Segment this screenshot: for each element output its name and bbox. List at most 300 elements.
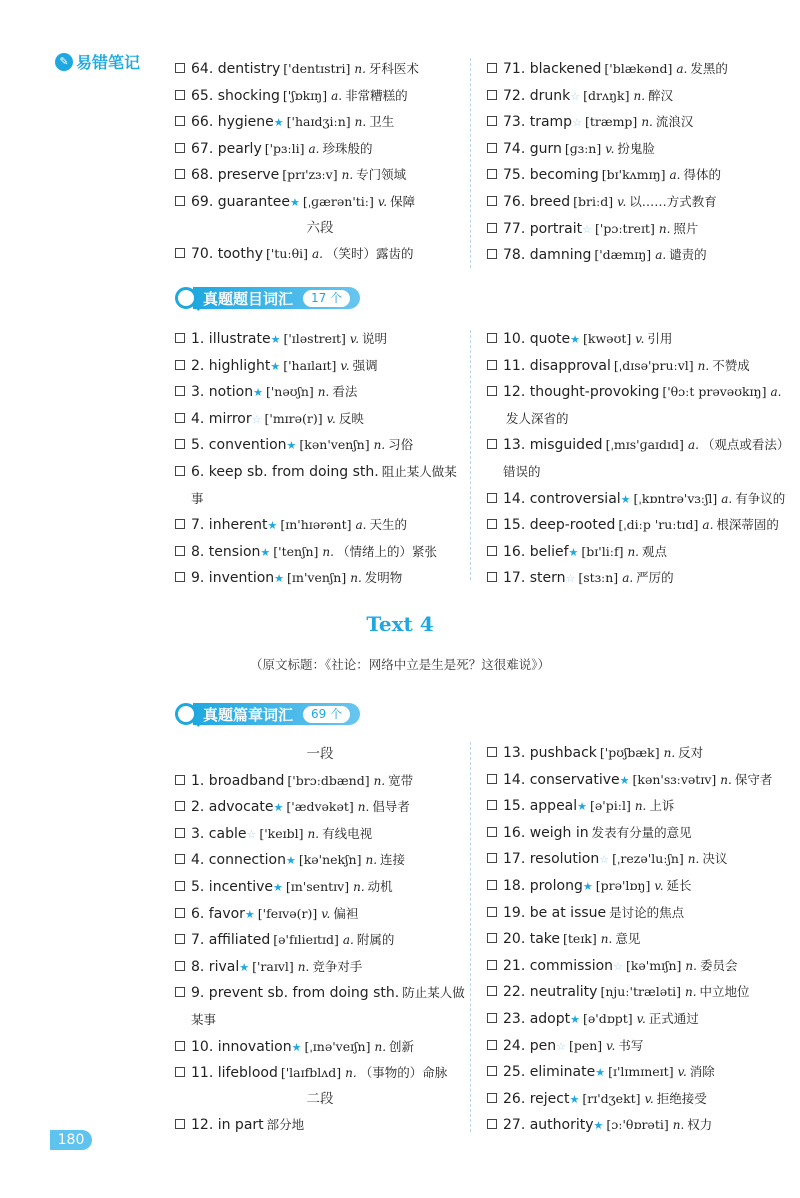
star-icon: ★ (577, 800, 588, 814)
checkbox[interactable] (487, 880, 497, 890)
part-of-speech: n. (341, 168, 354, 183)
meaning: 有线电视 (322, 825, 373, 841)
vocab-word: 2. advocate (191, 799, 274, 816)
part-of-speech: a. (669, 168, 681, 183)
checkbox[interactable] (175, 90, 185, 100)
vocab-word: 15. deep-rooted (503, 517, 616, 534)
phonetic: ['laɪfblʌd] (280, 1065, 342, 1081)
vocab-item (175, 136, 465, 163)
meaning: 决议 (702, 851, 728, 867)
part-of-speech: a. (308, 141, 320, 156)
meaning: 意见 (615, 931, 641, 947)
vocab-item (487, 353, 787, 380)
vocab-item (175, 980, 465, 1033)
vocab-item (487, 83, 787, 110)
checkbox[interactable] (487, 90, 497, 100)
meaning: 反映 (338, 410, 364, 426)
meaning: 习俗 (388, 437, 414, 453)
vocab-item (487, 846, 787, 873)
part-of-speech: n. (641, 115, 653, 130)
part-of-speech: n. (374, 1039, 387, 1054)
part-of-speech: n. (658, 221, 671, 236)
vocab-item (487, 900, 787, 927)
meaning: 部分地 (266, 1117, 305, 1133)
phonetic: [kwəʊt] (583, 331, 632, 346)
vocab-word: 67. pearly (191, 140, 262, 157)
phonetic: ['ʃɒkɪŋ] (282, 87, 328, 103)
vocab-word: 5. convention (191, 437, 287, 454)
checkbox[interactable] (487, 116, 497, 126)
phonetic: ['feɪvə(r)] (257, 905, 318, 921)
vocab-word: 9. invention (191, 570, 275, 587)
vocab-word: 18. prolong (503, 877, 583, 894)
vocab-word: 6. favor (191, 905, 245, 922)
vocab-word: 10. innovation (191, 1038, 292, 1055)
section1-left-column (175, 326, 465, 592)
meaning: 中立地位 (699, 984, 750, 1000)
checkbox[interactable] (487, 143, 497, 153)
part-of-speech: a. (770, 385, 782, 400)
vocab-item (175, 821, 465, 848)
meaning: 珍珠般的 (322, 140, 373, 156)
checkbox[interactable] (487, 63, 497, 73)
star-icon: ★ (582, 879, 593, 893)
meaning: 发人深省的 (506, 410, 569, 426)
star-icon: ☆ (251, 412, 262, 426)
vocab-word: 2. highlight (191, 357, 271, 374)
star-icon: ★ (267, 519, 278, 533)
meaning: 扮鬼脸 (617, 140, 655, 156)
phonetic: [ɡɜːn] (564, 140, 602, 156)
vocab-item (487, 1006, 787, 1033)
checkbox[interactable] (175, 775, 185, 785)
phonetic: [træmp] (584, 114, 638, 130)
vocab-item (487, 740, 787, 767)
phonetic: [kə'mɪʃn] (625, 957, 682, 973)
section-title: 真题篇章词汇 (203, 705, 294, 724)
checkbox[interactable] (175, 413, 185, 423)
vocab-word: 7. affiliated (191, 932, 271, 949)
checkbox[interactable] (487, 960, 497, 970)
checkbox[interactable] (487, 747, 497, 757)
checkbox[interactable] (487, 196, 497, 206)
star-icon: ★ (595, 1066, 606, 1080)
vocab-item (175, 353, 465, 380)
part-of-speech: n. (350, 571, 362, 586)
star-icon: ★ (239, 960, 250, 974)
phonetic: [drʌŋk] (583, 87, 630, 103)
checkbox[interactable] (487, 1093, 497, 1103)
vocab-item (487, 820, 787, 847)
part-of-speech: n. (663, 746, 676, 760)
star-icon: ★ (570, 333, 581, 346)
star-icon: ☆ (570, 89, 581, 103)
part-of-speech: a. (342, 933, 354, 948)
phonetic: ['ɪləstreɪt] (283, 331, 346, 346)
vocab-item (487, 189, 787, 216)
part-of-speech: a. (622, 571, 634, 586)
star-icon: ★ (285, 854, 296, 868)
checkbox[interactable] (175, 143, 185, 153)
phonetic: ['pʊʃbæk] (599, 745, 660, 760)
part-of-speech: v. (654, 878, 664, 893)
vocab-word: 72. drunk (503, 87, 571, 104)
vocab-item (487, 979, 787, 1006)
meaning: （笑时）露齿的 (325, 246, 414, 262)
phonetic: ['raɪvl] (252, 958, 294, 974)
star-icon: ☆ (246, 827, 257, 841)
checkbox[interactable] (487, 386, 497, 396)
checkbox[interactable] (175, 546, 185, 556)
vocab-word: 1. broadband (191, 772, 285, 789)
meaning: 保障 (390, 193, 416, 209)
phonetic: ['pɜːli] (264, 140, 305, 156)
section-title: 真题题目词汇 (203, 289, 294, 308)
phonetic: [ˌkɒntrə'vɜːʃl] (633, 490, 718, 506)
vocab-word: 77. portrait (503, 220, 583, 237)
phonetic: [ə'dɒpt] (583, 1010, 633, 1026)
vocab-item (175, 874, 465, 901)
checkbox[interactable] (175, 572, 185, 582)
part-of-speech: n. (354, 115, 367, 130)
checkbox[interactable] (175, 248, 185, 258)
phonetic: [ˌrezə'luːʃn] (612, 851, 684, 867)
star-icon: ★ (244, 907, 255, 921)
phonetic: ['blækənd] (604, 61, 673, 76)
meaning: 委员会 (699, 957, 738, 973)
part-of-speech: n. (685, 958, 697, 973)
part-of-speech: n. (345, 1066, 357, 1081)
vocab-word: 78. damning (503, 247, 592, 264)
meaning: 反对 (678, 745, 704, 760)
section-header-passage-vocab (175, 702, 360, 726)
part-of-speech: n. (687, 852, 700, 867)
original-title: （原文标题：《社论：网络中立是生是死？这很难说》） (249, 657, 550, 672)
part-of-speech: a. (355, 518, 367, 533)
checkbox[interactable] (487, 1013, 497, 1023)
part-of-speech: n. (697, 358, 710, 373)
star-icon: ☆ (582, 222, 593, 236)
checkbox[interactable] (487, 360, 497, 370)
part-of-speech: n. (307, 826, 320, 841)
part-of-speech: n. (634, 799, 647, 814)
part-of-speech: n. (685, 985, 697, 1000)
part-of-speech: n. (672, 1118, 685, 1133)
meaning: 竞争对手 (312, 958, 363, 974)
phonetic: ['haɪlaɪt] (283, 357, 337, 373)
checkbox[interactable] (487, 249, 497, 259)
meaning: （情绪上的）紧张 (336, 543, 437, 559)
meaning: 阻止某人做某事 (191, 463, 457, 506)
vocab-word: 24. pen (503, 1037, 557, 1054)
checkbox[interactable] (175, 1067, 185, 1077)
meaning: 以……方式教育 (629, 193, 717, 209)
vocab-word: 16. weigh in (503, 824, 589, 841)
checkbox[interactable] (175, 196, 185, 206)
vocab-item (487, 953, 787, 980)
checkbox[interactable] (487, 827, 497, 837)
checkbox[interactable] (487, 1040, 497, 1050)
phonetic: [ˌdiːp 'ruːtɪd] (618, 517, 699, 533)
phonetic: ['mɪrə(r)] (264, 410, 323, 426)
vocab-item (487, 242, 787, 269)
vocab-item (487, 379, 787, 432)
checkbox[interactable] (175, 116, 185, 126)
checkbox[interactable] (175, 333, 185, 343)
vocab-word: 8. tension (191, 543, 261, 560)
checkbox[interactable] (487, 774, 497, 784)
meaning: 专门领域 (356, 167, 407, 183)
vocab-item (487, 1033, 787, 1060)
checkbox[interactable] (175, 1119, 185, 1129)
top-right-column (487, 56, 787, 269)
meaning: 严厉的 (636, 570, 674, 586)
section-bar (193, 703, 360, 725)
vocab-word: 75. becoming (503, 167, 599, 184)
phonetic: ['nəʊʃn] (265, 384, 314, 400)
phonetic: [ɪn'sentɪv] (285, 878, 350, 894)
meaning: 引用 (647, 331, 673, 346)
star-icon: ★ (619, 773, 630, 787)
vocab-item (175, 927, 465, 954)
vocab-word: 66. hygiene (191, 114, 274, 131)
meaning: 书写 (618, 1037, 644, 1053)
phonetic: [prə'lɒŋ] (595, 877, 651, 893)
vocab-word: 76. breed (503, 193, 571, 210)
checkbox[interactable] (175, 1041, 185, 1051)
meaning: 有争议的 (735, 490, 786, 506)
vocab-word: 14. controversial (503, 490, 621, 507)
meaning: 宽带 (388, 772, 414, 788)
checkbox[interactable] (487, 519, 497, 529)
checkbox[interactable] (175, 386, 185, 396)
part-of-speech: v. (677, 1065, 687, 1080)
checkbox[interactable] (175, 63, 185, 73)
checkbox[interactable] (175, 908, 185, 918)
vocab-word: 71. blackened (503, 61, 602, 77)
vocab-word: 9. prevent sb. from doing sth. (191, 985, 400, 1002)
meaning: （观点或看法）错误的 (503, 437, 784, 479)
checkbox[interactable] (175, 934, 185, 944)
part-of-speech: v. (321, 906, 331, 921)
vocab-word: 12. thought-provoking (503, 384, 660, 401)
meaning: 防止某人做某事 (191, 985, 465, 1027)
checkbox[interactable] (487, 169, 497, 179)
phonetic: [kən'venʃn] (299, 437, 370, 453)
meaning: 看法 (332, 384, 358, 400)
magnifier-icon (175, 703, 197, 725)
vocab-item (175, 56, 465, 83)
checkbox[interactable] (487, 439, 497, 449)
part-of-speech: v. (340, 358, 350, 373)
vocab-item (487, 56, 787, 83)
meaning: 牙科医术 (368, 61, 419, 76)
part-of-speech: n. (365, 853, 378, 868)
phonetic: ['brɔːdbænd] (287, 772, 370, 788)
checkbox[interactable] (487, 333, 497, 343)
phonetic: [ɪ'lɪmɪneɪt] (608, 1064, 674, 1080)
vocab-word: 3. notion (191, 384, 254, 401)
logo-text: 易错笔记 (76, 53, 141, 72)
vocab-word: 68. preserve (191, 167, 280, 184)
checkbox[interactable] (175, 881, 185, 891)
vocab-word: 11. disapproval (503, 357, 611, 374)
meaning: 附属的 (356, 932, 395, 948)
meaning: （事物的）命脉 (359, 1065, 448, 1081)
vocab-item (487, 216, 787, 243)
phonetic: [bɪ'liːf] (581, 543, 624, 559)
vocab-word: 69. guarantee (191, 193, 290, 210)
checkbox[interactable] (175, 519, 185, 529)
phonetic: ['haɪdʒiːn] (286, 114, 351, 130)
vocab-item (487, 1112, 787, 1139)
star-icon: ★ (273, 116, 284, 130)
vocab-item (175, 1060, 465, 1087)
vocab-item (487, 512, 787, 539)
meaning: 非常糟糕的 (345, 87, 408, 103)
vocab-item (487, 767, 787, 794)
vocab-word: 17. resolution (503, 851, 600, 868)
checkbox[interactable] (487, 546, 497, 556)
vocab-item (175, 406, 465, 433)
checkbox[interactable] (487, 572, 497, 582)
star-icon: ★ (286, 439, 297, 453)
checkbox[interactable] (175, 961, 185, 971)
phonetic: [njuː'træləti] (600, 984, 681, 1000)
part-of-speech: a. (721, 491, 733, 506)
checkbox[interactable] (487, 493, 497, 503)
vocab-item (175, 847, 465, 874)
pencil-leaf-icon: ✎ (55, 53, 73, 71)
part-of-speech: n. (297, 959, 310, 974)
vocab-item (175, 189, 465, 216)
vocab-item (175, 162, 465, 189)
phonetic: [kə'nekʃn] (298, 852, 362, 868)
star-icon: ★ (274, 572, 285, 586)
checkbox[interactable] (175, 360, 185, 370)
checkbox[interactable] (487, 933, 497, 943)
vocab-word: 20. take (503, 931, 561, 948)
vocab-item (175, 901, 465, 928)
vocab-item (487, 793, 787, 820)
phonetic: [ˌɡærən'tiː] (302, 193, 374, 209)
checkbox[interactable] (487, 223, 497, 233)
part-of-speech: v. (377, 194, 388, 209)
meaning: 说明 (362, 331, 388, 346)
meaning: 不赞成 (712, 357, 750, 373)
part-of-speech: a. (687, 438, 699, 453)
section-header-question-vocab (175, 286, 360, 310)
checkbox[interactable] (175, 801, 185, 811)
phonetic: [ɔː'θɒrəti] (606, 1117, 669, 1133)
checkbox[interactable] (175, 169, 185, 179)
meaning: 发黑的 (690, 61, 728, 76)
phonetic: [ə'fɪlieɪtɪd] (273, 932, 339, 948)
part-of-speech: a. (702, 518, 714, 533)
meaning: 保守者 (734, 771, 773, 787)
column-divider (470, 742, 471, 1132)
part-of-speech: a. (655, 248, 667, 263)
phonetic: ['θɔːt prəvəʊkɪŋ] (662, 384, 767, 400)
meaning: 权力 (687, 1117, 713, 1133)
phonetic: [stɜːn] (578, 570, 619, 586)
vocab-word: 65. shocking (191, 87, 280, 104)
meaning: 拒绝接受 (656, 1090, 707, 1106)
phonetic: [ə'piːl] (590, 798, 631, 814)
star-icon: ★ (568, 545, 579, 559)
checkbox[interactable] (487, 853, 497, 863)
part-of-speech: n. (354, 62, 366, 76)
star-icon: ☆ (572, 116, 582, 130)
meaning: 延长 (666, 877, 692, 893)
section2-right-column (487, 740, 787, 1139)
top-left-column (175, 56, 465, 268)
part-of-speech: a. (331, 88, 343, 103)
vocab-item (487, 1059, 787, 1086)
checkbox[interactable] (487, 1119, 497, 1129)
phonetic: ['dentɪstri] (283, 61, 351, 76)
meaning: 发表有分量的意见 (591, 824, 692, 840)
phonetic: ['keɪbl] (259, 825, 304, 841)
vocab-item (175, 768, 465, 795)
vocab-item (175, 459, 465, 512)
checkbox[interactable] (487, 1066, 497, 1076)
vocab-word: 27. authority (503, 1117, 594, 1134)
part-of-speech: v. (605, 141, 615, 156)
vocab-word: 6. keep sb. from doing sth. (191, 463, 379, 480)
phonetic: ['dæmɪŋ] (594, 247, 652, 263)
vocab-word: 26. reject (503, 1090, 570, 1107)
star-icon: ★ (273, 880, 283, 894)
vocab-word: 14. conservative (503, 771, 620, 788)
vocab-word: 8. rival (191, 958, 240, 975)
part-of-speech: v. (635, 332, 645, 346)
phonetic: [prɪ'zɜːv] (282, 167, 338, 183)
meaning: 得体的 (683, 167, 721, 183)
vocab-word: 13. pushback (503, 745, 597, 761)
checkbox[interactable] (487, 986, 497, 996)
vocab-item (487, 565, 787, 592)
checkbox[interactable] (175, 828, 185, 838)
part-of-speech: n. (322, 544, 334, 559)
checkbox[interactable] (487, 907, 497, 917)
star-icon: ★ (593, 1119, 604, 1133)
section-count: 17 个 (303, 290, 350, 307)
meaning: 发明物 (364, 570, 403, 586)
vocab-item (487, 1086, 787, 1113)
vocab-item (175, 512, 465, 539)
checkbox[interactable] (487, 800, 497, 810)
star-icon: ☆ (599, 853, 610, 867)
meaning: 谴责的 (669, 247, 707, 263)
phonetic: [briːd] (573, 193, 614, 209)
checkbox[interactable] (175, 466, 185, 476)
vocab-word: 16. belief (503, 543, 569, 560)
meaning: 醉汉 (648, 87, 674, 103)
vocab-word: 64. dentistry (191, 61, 281, 77)
meaning: 动机 (367, 878, 393, 894)
meaning: 卫生 (369, 114, 395, 130)
checkbox[interactable] (175, 987, 185, 997)
star-icon: ★ (570, 1012, 580, 1026)
phonetic: [rɪ'dʒekt] (582, 1090, 641, 1106)
checkbox[interactable] (175, 854, 185, 864)
meaning: 天生的 (369, 517, 407, 533)
part-of-speech: n. (317, 385, 330, 400)
star-icon: ☆ (565, 572, 576, 586)
checkbox[interactable] (175, 439, 185, 449)
vocab-item (175, 539, 465, 566)
